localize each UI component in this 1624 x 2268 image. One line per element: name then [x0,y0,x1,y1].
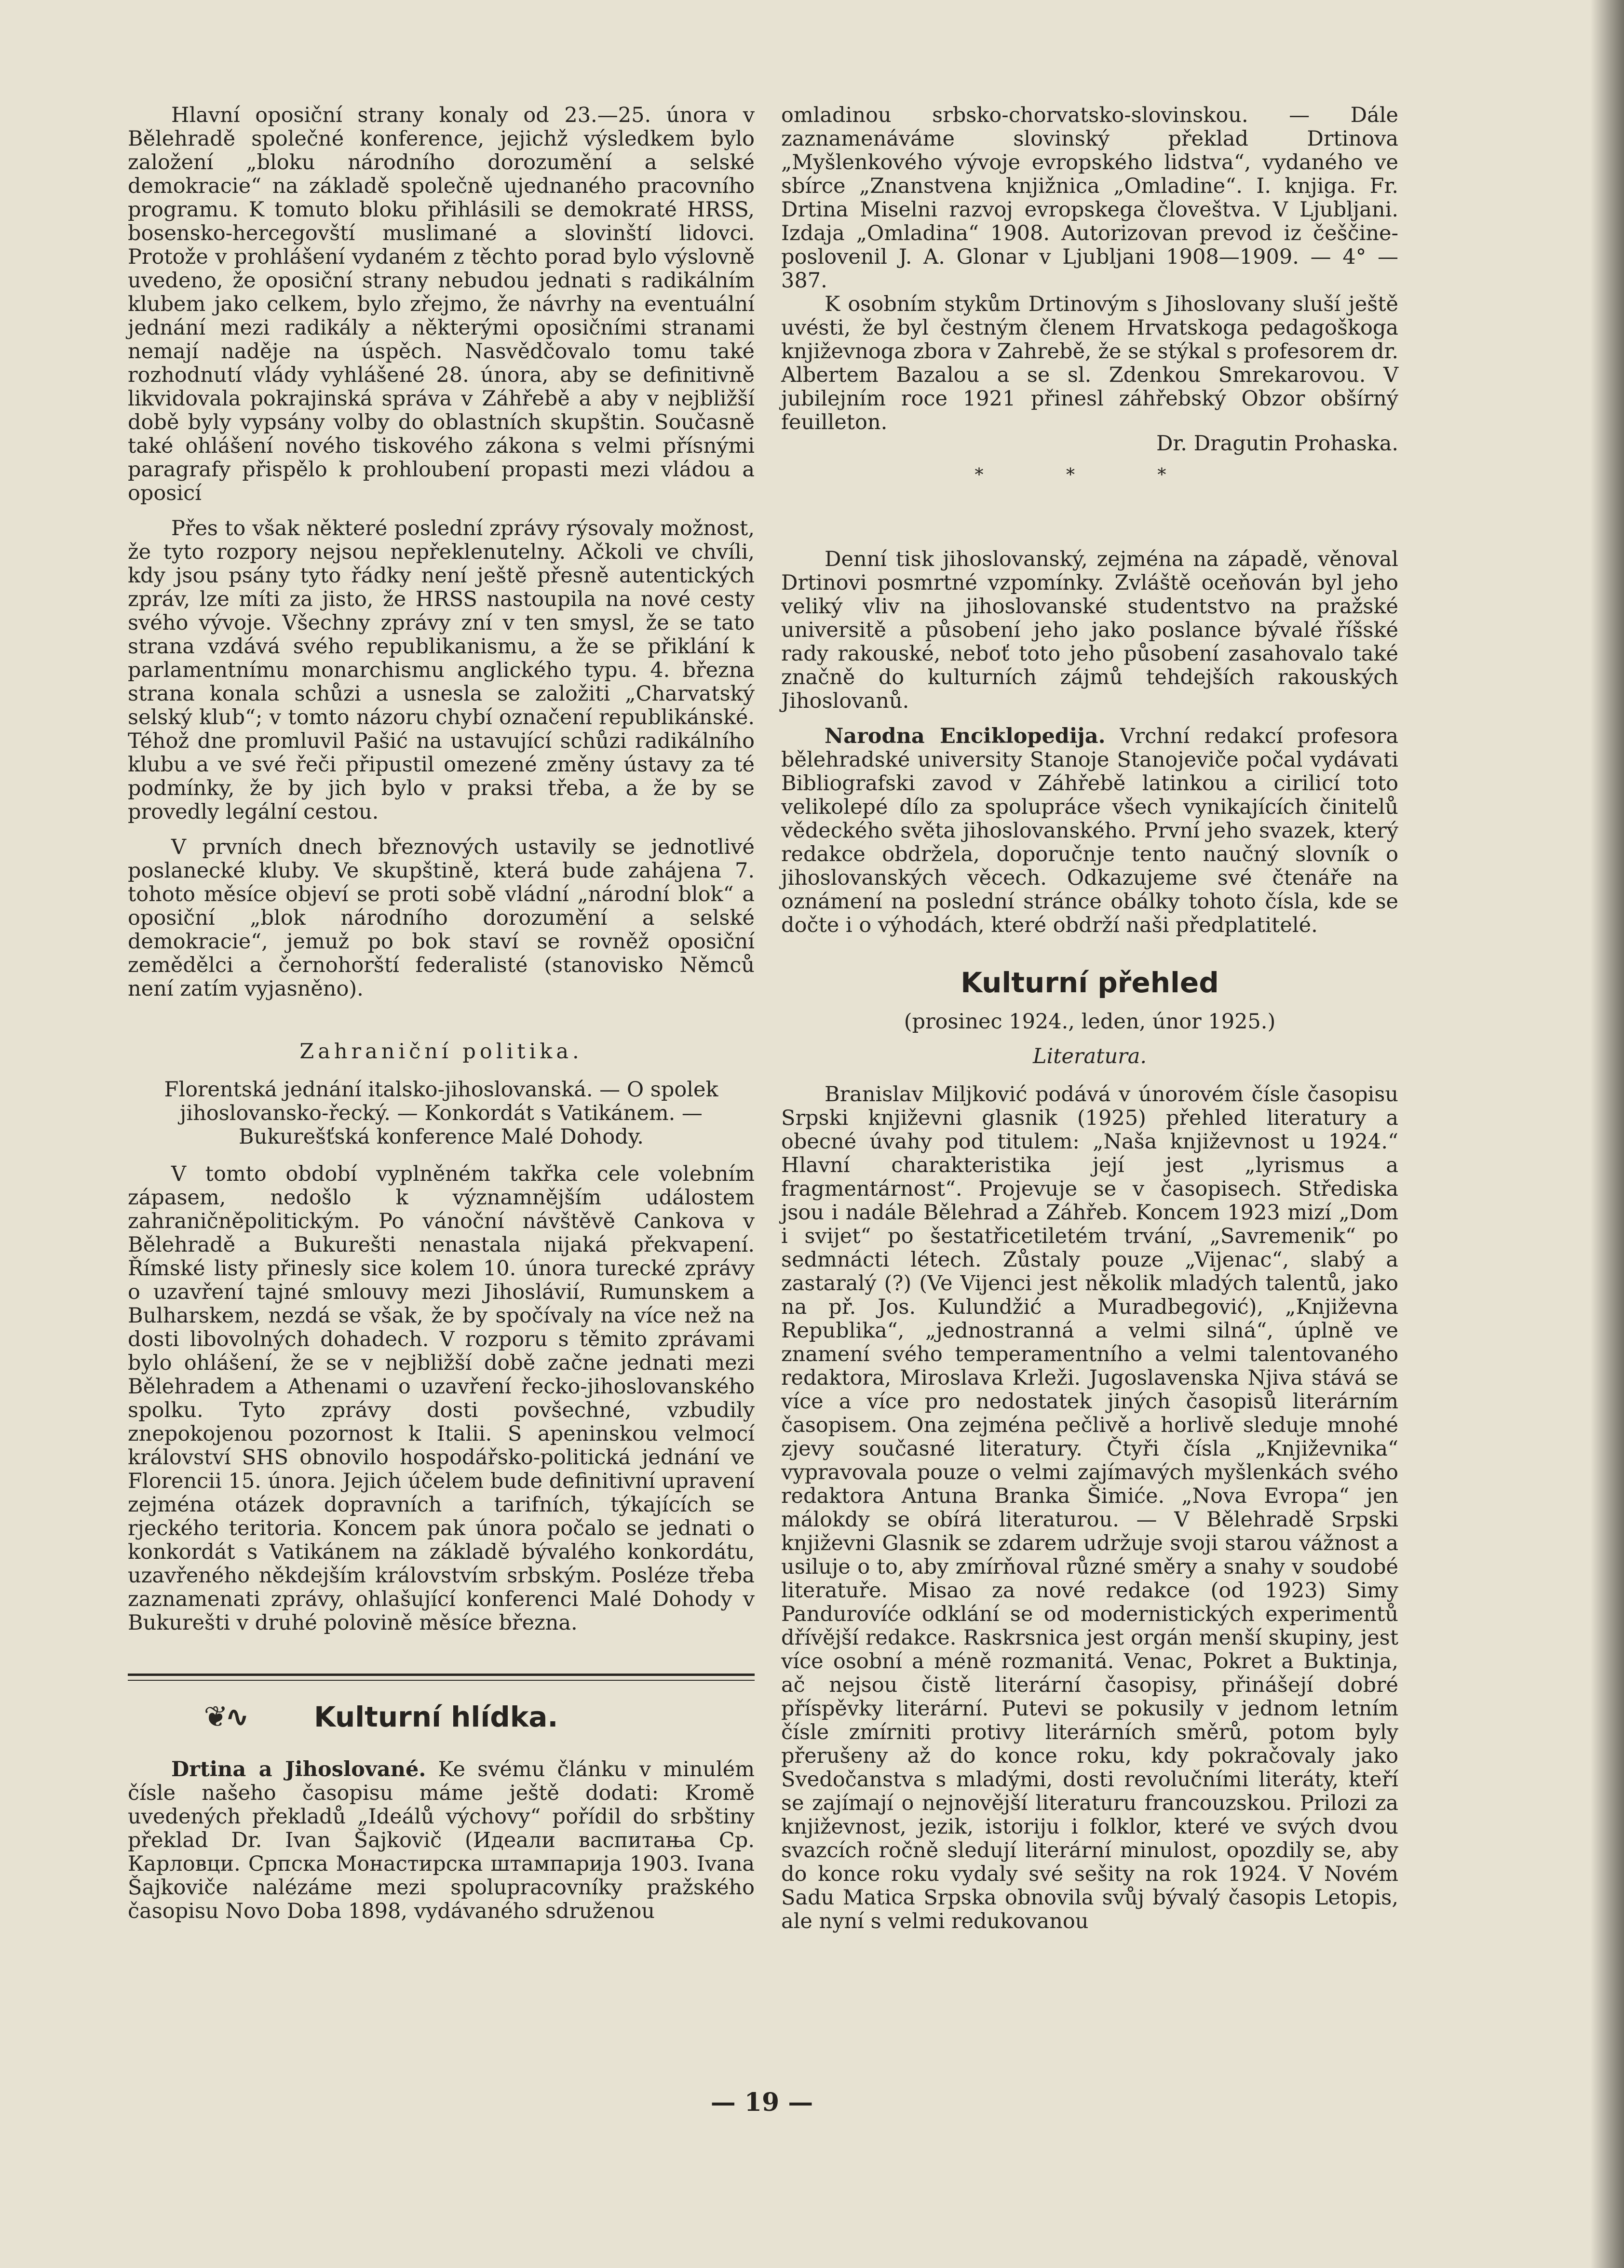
section-title: Kulturní hlídka. [314,1701,558,1733]
drtina-lead: Drtina a Jihoslované. [171,1757,426,1782]
foreign-policy-topics: Florentská jednání italsko-jihoslovanská. — O spolek jihoslovansko-řecký. — Konkordát s Vatikánem. — Bukurešťská konference Malé Dohody. [164,1078,718,1149]
page-number: — 19 — [710,2088,813,2117]
encyclopedia-text: Vrchní redakcí profesora bělehradské university Stanoje Stanojeviče počal vydávati Bibliografski zavod v Záhřebě latinkou a cirilicí toto velikolepé dílo za spolupráce všech vynikajících činitelů vědeckého světa jihoslovanského. První jeho svazek, který redakce obdržela, doporučnje tento naučný slovník o jihoslovanských věcech. Odkazujeme své čtenáře na oznámení na poslední stránce obálky tohoto čísla, kde se dočte i o výhodách, které obdrží naši předplatitelé. [781,724,1398,937]
politics-paragraph-3: V prvních dnech březnových ustavily se jednotlivé poslanecké kluby. Ve skupštině, která bude zahájena 7. tohoto měsíce objeví se proti sobě vládní „národní blok“ a oposiční „blok národního dorozumění a selské demokracie“, jemuž po bok staví se rovněž oposiční zemědělci a černohorští federalisté (stanovisko Němců není zatím vyjasněno). [128,835,755,1001]
cultural-review-title: Kulturní přehled [961,966,1219,999]
drtina-text: Ke svému článku v minulém čísle našeho časopisu máme ještě dodati: Kromě uvedených překladů „Ideálů výchovy“ pořídil do srbštiny překlad Dr. Ivan Šajkovič (Идеали васпитања Ср. Карловци. Српска Монастирска штампарија 1903. Ivana Šajkoviče nalézáme mezi spolupracovníky pražského časopisu Novo Doba 1898, vydávaného sdruženou [128,1757,755,1923]
drtina-article [128,1758,755,1923]
right-column [781,104,1398,1933]
politics-paragraph-1: Hlavní oposiční strany konaly od 23.—25. února v Bělehradě společné konference, jejichž výsledkem bylo založení „bloku národního dorozumění a selské demokracie“ na základě společně ujednaného pracovního programu. K tomuto bloku přihlásili se demokraté HRSS, bosensko-hercegovští muslimané a slovinští lidovci. Protože v prohlášení vydaném z těchto porad bylo výslovně uvedeno, že oposiční strany nebudou jednati s radikálním klubem jako celkem, bylo zřejmo, že návrhy na eventuální jednání mezi radikály a některými oposičními stranami nemají naděje na úspěch. Nasvědčovalo tomu také rozhodnutí vlády vyhlášené 28. února, aby se definitivně likvidovala pokrajinská správa v Záhřebě a aby v nejbližší době byly vypsány volby do oblastních skupštin. Současně také ohlášení nového tiskového zákona s velmi přísnými paragrafy přispělo k prohloubení propasti mezi vládou a oposicí [128,103,755,505]
foreign-policy-paragraph: V tomto období vyplněném takřka cele volebním zápasem, nedošlo k významnějším událostem zahraničněpolitickým. Po vánoční návštěvě Cankova v Bělehradě a Bukurešti nenastala nijaká překvapení. Římské listy přinesly sice kolem 10. února turecké zprávy o uzavření tajné smlouvy mezi Jihoslávií, Rumunskem a Bulharskem, nezdá se však, že by spočívaly na více než na dosti libovolných dohadech. V rozporu s těmito zprávami bylo ohlášení, že se v nejbližší době začne jednati mezi Bělehradem a Athenami o uzavření řecko-jihoslovanského spolku. Tyto zprávy dosti povšechné, vzbudily znepokojenou pozornost k Italii. S apeninskou velmocí království SHS obnovilo hospodářsko-politická jednání ve Florencii 15. února. Jejich účelem bude definitivní upravení zejména otázek dopravních a tarifních, týkajících se rjeckého teritoria. Koncem pak února počalo se jednati o konkordát s Vatikánem na základě bývalého konkordátu, uzavřeného někdejším královstvím srbským. Posléze třeba zaznamenati zprávy, ohlašující konferenci Malé Dohody v Bukurešti v druhé polovině měsíce března. [128,1162,755,1635]
encyclopedia-article [781,725,1398,937]
encyclopedia-lead: Narodna Enciklopedija. [825,724,1106,748]
section-header [128,1700,755,1734]
politics-paragraph-2: Přes to však některé poslední zprávy rýsovaly možnost, že tyto rozpory nejsou nepřeklenutelny. Ačkoli ve chvíli, kdy jsou psány tyto řádky není ještě přesně autentických zpráv, lze míti za jisto, že HRSS nastoupila na nové cesty svého vývoje. Všechny zprávy zní v ten smysl, že se tato strana vzdává svého republikanismu, a že se přiklání k parlamentnímu monarchismu anglického typu. 4. března strana konala schůzi a usnesla se založiti „Charvatský selský klub“; v tomto názoru chybí označení republikánské. Téhož dne promluvil Pašić na ustavující schůzi radikálního klubu a ve své řeči připustil omezené změny ústavy za té podmínky, že by jich bylo v praksi třeba, a že by se provedly legální cestou. [128,516,755,824]
page-edge-shadow [1590,0,1624,2268]
cultural-review-genre: Literatura. [1032,1044,1147,1068]
drtina-continued-1: omladinou srbsko-chorvatsko-slovinskou. — Dále zaznamenáváme slovinský překlad Drtinova „Myšlenkového vývoje evropského lidstva“, vydaného ve sbírce „Znanstvena knjižnica „Omladine“. I. knjiga. Fr. Drtina Miselni razvoj evropskega človeštva. V Ljubljani. Izdaja „Omladina“ 1908. Autorizovan prevod iz češčine-poslovenil J. A. Glonar v Ljubljani 1908—1909. — 4° — 387. [781,103,1398,293]
press-paragraph: Denní tisk jihoslovanský, zejména na západě, věnoval Drtinovi posmrtné vzpomínky. Zvláště oceňován byl jeho veliký vliv na jihoslovanské studentstvo na pražské universitě a působení jeho jako poslance bývalé říšské rady rakouské, neboť toto jeho působení zasahovalo také značně do kulturních zájmů tehdejších rakouských Jihoslovanů. [781,547,1398,713]
left-column [128,104,755,1923]
asterism: * * * [974,465,1205,485]
literature-paragraph: Branislav Miljković podává v únorovém čísle časopisu Srpski književni glasnik (1925) přehled literatury a obecné úvahy pod titulem: „Naša književnost u 1924.“ Hlavní charakteristika její jest „lyrismus a fragmentárnost“. Projevuje se v časopisech. Střediska jsou i nadále Bělehrad a Záhřeb. Koncem 1923 mizí „Dom i svijet“ po šestatřicetiletém trvání, „Savremenik“ po sedmnácti létech. Zůstaly pouze „Vijenac“, slabý a zastaralý (?) (Ve Vijenci jest několik mladých talentů, jako na př. Jos. Kulundžić a Muradbegović), „Književna Republika“, „jednostranná a velmi silná“, úplně ve znamení svého temperamentního a velmi talentovaného redaktora, Miroslava Krleži. Jugoslavenska Njiva stává se více a více pro nedostatek jiných časopisů literárním časopisem. Ona zejména pečlivě a horlivě sleduje mnohé zjevy současné literatury. Čtyři čísla „Književnika“ vypravovala pouze o velmi zajímavých myšlenkách svého redaktora Antuna Branka Šimiće. „Nova Evropa“ jen málokdy se obírá literaturou. — V Bělehradě Srpski književni Glasnik se zdarem udržuje svoji starou vážnost a usiluje o to, aby zmírňoval různé směry a snahy v soudobé literatuře. Misao za nové redakce (od 1923) Simy Pandurovíće odklání se od modernistických experimentů dřívější redakce. Raskrsnica jest orgán menší skupiny, jest více osobní a méně rozmanitá. Venac, Pokret a Buktinja, ač nejsou čistě literární časopisy, přinášejí dobré příspěvky literární. Putevi se pokusily v jednom letním čísle zmírniti protivy literárních směrů, potom byly přerušeny až do konce roku, kdy pokračovaly jako Svedočanstva s mladými, dosti revolučními literáty, kteří se zajímají o nejnovější literaturu francouzskou. Prilozi za književnost, jezik, istoriju i folklor, které ve svých dvou svazcích ročně sledují literární minulost, opozdily se, aby do konce roku vydaly své sešity na rok 1924. V Novém Sadu Matica Srpska obnovila svůj bývalý časopis Letopis, ale nyní s velmi redukovanou [781,1082,1398,1933]
foreign-policy-heading: Zahraniční politika. [299,1040,583,1064]
drtina-continued-2: K osobním stykům Drtinovým s Jihoslovany sluší ještě uvésti, že byl čestným členem Hrvatskoga pedagoškoga književnoga zbora v Zahrebě, že se stýkal s profesorem dr. Albertem Bazalou a se sl. Zdenkou Smrekarovou. V jubilejním roce 1921 přinesl záhřebský Obzor obšírný feuilleton. [781,292,1398,434]
author-signature: Dr. Dragutin Prohaska. [1156,432,1398,456]
cultural-review-period: (prosinec 1924., leden, únor 1925.) [904,1010,1276,1034]
ornament-icon: ❦∿ [203,1700,247,1734]
section-divider [128,1674,755,1681]
